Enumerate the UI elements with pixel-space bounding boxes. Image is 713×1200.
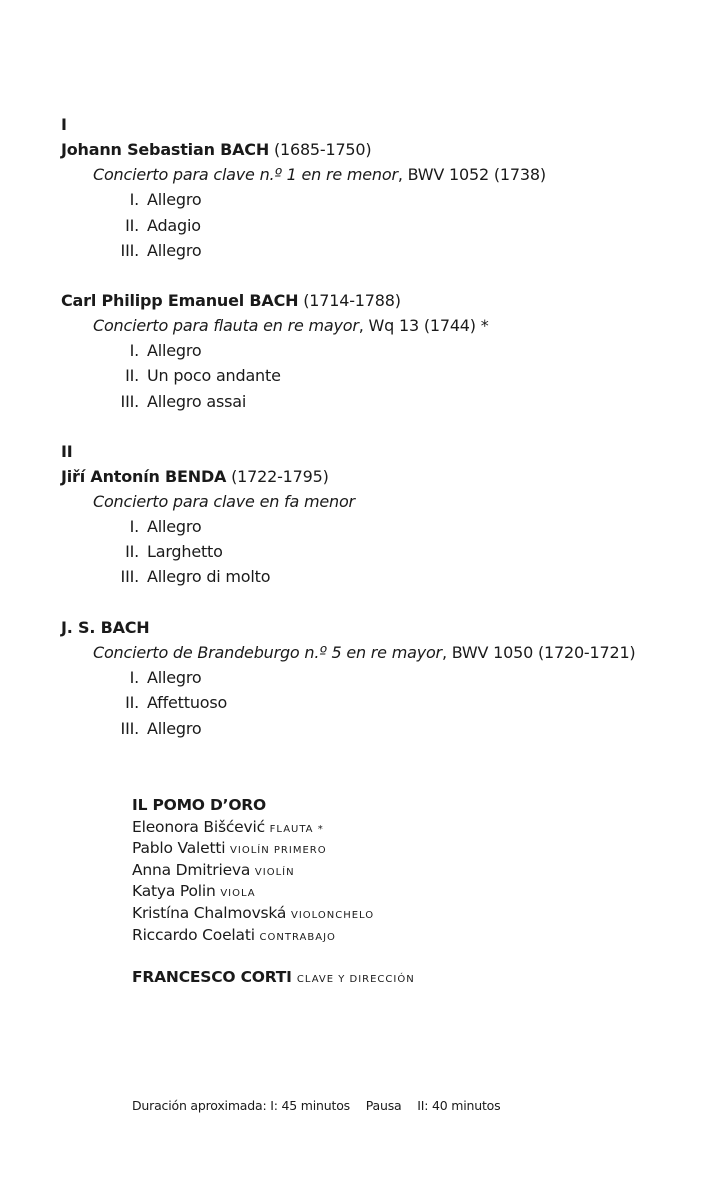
composer-name: J. S. BACH xyxy=(61,618,150,637)
member-name: Eleonora Bišćević xyxy=(132,818,265,836)
ensemble-name: IL POMO D’ORO xyxy=(132,796,267,814)
movement-number: I. xyxy=(129,190,139,209)
composer-line xyxy=(61,618,150,637)
member-name: Katya Polin xyxy=(132,882,216,900)
member-name: Anna Dmitrieva xyxy=(132,861,251,879)
work-line xyxy=(93,643,635,662)
composer-line xyxy=(61,291,401,310)
movement-number: I. xyxy=(129,517,139,536)
director-role: CLAVE Y DIRECCIÓN xyxy=(296,974,415,985)
ensemble-member xyxy=(132,839,327,857)
movement-number: II. xyxy=(125,216,139,235)
composer-dates: (1685-1750) xyxy=(273,140,372,159)
duration-text: Duración aproximada: I: 45 minutos xyxy=(132,1098,350,1113)
director-line xyxy=(132,968,415,986)
movement xyxy=(125,216,201,235)
movement xyxy=(120,567,271,586)
movement xyxy=(120,392,247,411)
composer-dates: (1714-1788) xyxy=(303,291,401,310)
movement-name: Affettuoso xyxy=(147,693,228,712)
movement xyxy=(129,668,202,687)
member-role: CONTRABAJO xyxy=(259,932,336,943)
member-name: Kristína Chalmovská xyxy=(132,904,287,922)
movement xyxy=(125,542,223,561)
duration-footer xyxy=(132,1098,512,1113)
movement-name: Allegro xyxy=(147,190,202,209)
member-role: VIOLÍN xyxy=(254,867,295,878)
ensemble-member xyxy=(132,904,374,922)
movement-number: III. xyxy=(120,567,139,586)
pause-text: Pausa xyxy=(365,1098,402,1113)
member-name: Pablo Valetti xyxy=(132,839,226,857)
movement-number: I. xyxy=(129,668,139,687)
movement-number: III. xyxy=(120,392,139,411)
member-name: Riccardo Coelati xyxy=(132,926,255,944)
movement-number: III. xyxy=(120,719,139,738)
composer-name: Johann Sebastian BACH xyxy=(61,140,270,159)
work-line xyxy=(93,492,355,511)
part2-duration-text: II: 40 minutos xyxy=(417,1098,501,1113)
part-heading: I xyxy=(61,115,67,134)
member-role: VIOLONCHELO xyxy=(290,910,375,921)
movement-name: Un poco andante xyxy=(147,366,281,385)
ensemble-member xyxy=(132,861,295,879)
movement xyxy=(120,241,202,260)
movement xyxy=(125,366,281,385)
movement-number: II. xyxy=(125,693,139,712)
movement xyxy=(129,341,202,360)
member-role: FLAUTA * xyxy=(269,824,324,835)
work-detail: , Wq 13 (1744) * xyxy=(358,316,489,335)
work-detail: , BWV 1052 (1738) xyxy=(397,165,546,184)
work-line xyxy=(93,165,546,184)
movement-number: II. xyxy=(125,366,139,385)
work-line xyxy=(93,316,489,335)
composer-line xyxy=(61,467,329,486)
composer-line xyxy=(61,140,371,159)
movement-name: Allegro xyxy=(147,241,202,260)
ensemble-member xyxy=(132,818,324,836)
movement-name: Adagio xyxy=(147,216,201,235)
part-heading: II xyxy=(61,442,73,461)
movement-name: Allegro xyxy=(147,668,202,687)
movement xyxy=(129,517,202,536)
movement-number: III. xyxy=(120,241,139,260)
composer-dates: (1722-1795) xyxy=(231,467,329,486)
ensemble-member xyxy=(132,882,256,900)
movement-number: II. xyxy=(125,542,139,561)
work-title: Concierto para clave en fa menor xyxy=(93,492,355,511)
work-title: Concierto para flauta en re mayor xyxy=(93,316,359,335)
work-detail: , BWV 1050 (1720-1721) xyxy=(441,643,636,662)
work-title: Concierto para clave n.º 1 en re menor xyxy=(93,165,398,184)
movement-name: Allegro xyxy=(147,517,202,536)
movement-number: I. xyxy=(129,341,139,360)
movement-name: Allegro xyxy=(147,719,202,738)
ensemble-member xyxy=(132,926,336,944)
member-role: VIOLÍN PRIMERO xyxy=(230,845,327,856)
member-role: VIOLA xyxy=(220,888,256,899)
director-name: FRANCESCO CORTI xyxy=(132,968,292,986)
composer-name: Jiří Antonín BENDA xyxy=(61,467,227,486)
work-title: Concierto de Brandeburgo n.º 5 en re mayor xyxy=(93,643,442,662)
movement xyxy=(129,190,202,209)
movement-name: Allegro di molto xyxy=(147,567,271,586)
movement xyxy=(125,693,228,712)
movement-name: Allegro assai xyxy=(147,392,247,411)
movement-name: Allegro xyxy=(147,341,202,360)
composer-name: Carl Philipp Emanuel BACH xyxy=(61,291,299,310)
movement-name: Larghetto xyxy=(147,542,223,561)
movement xyxy=(120,719,202,738)
